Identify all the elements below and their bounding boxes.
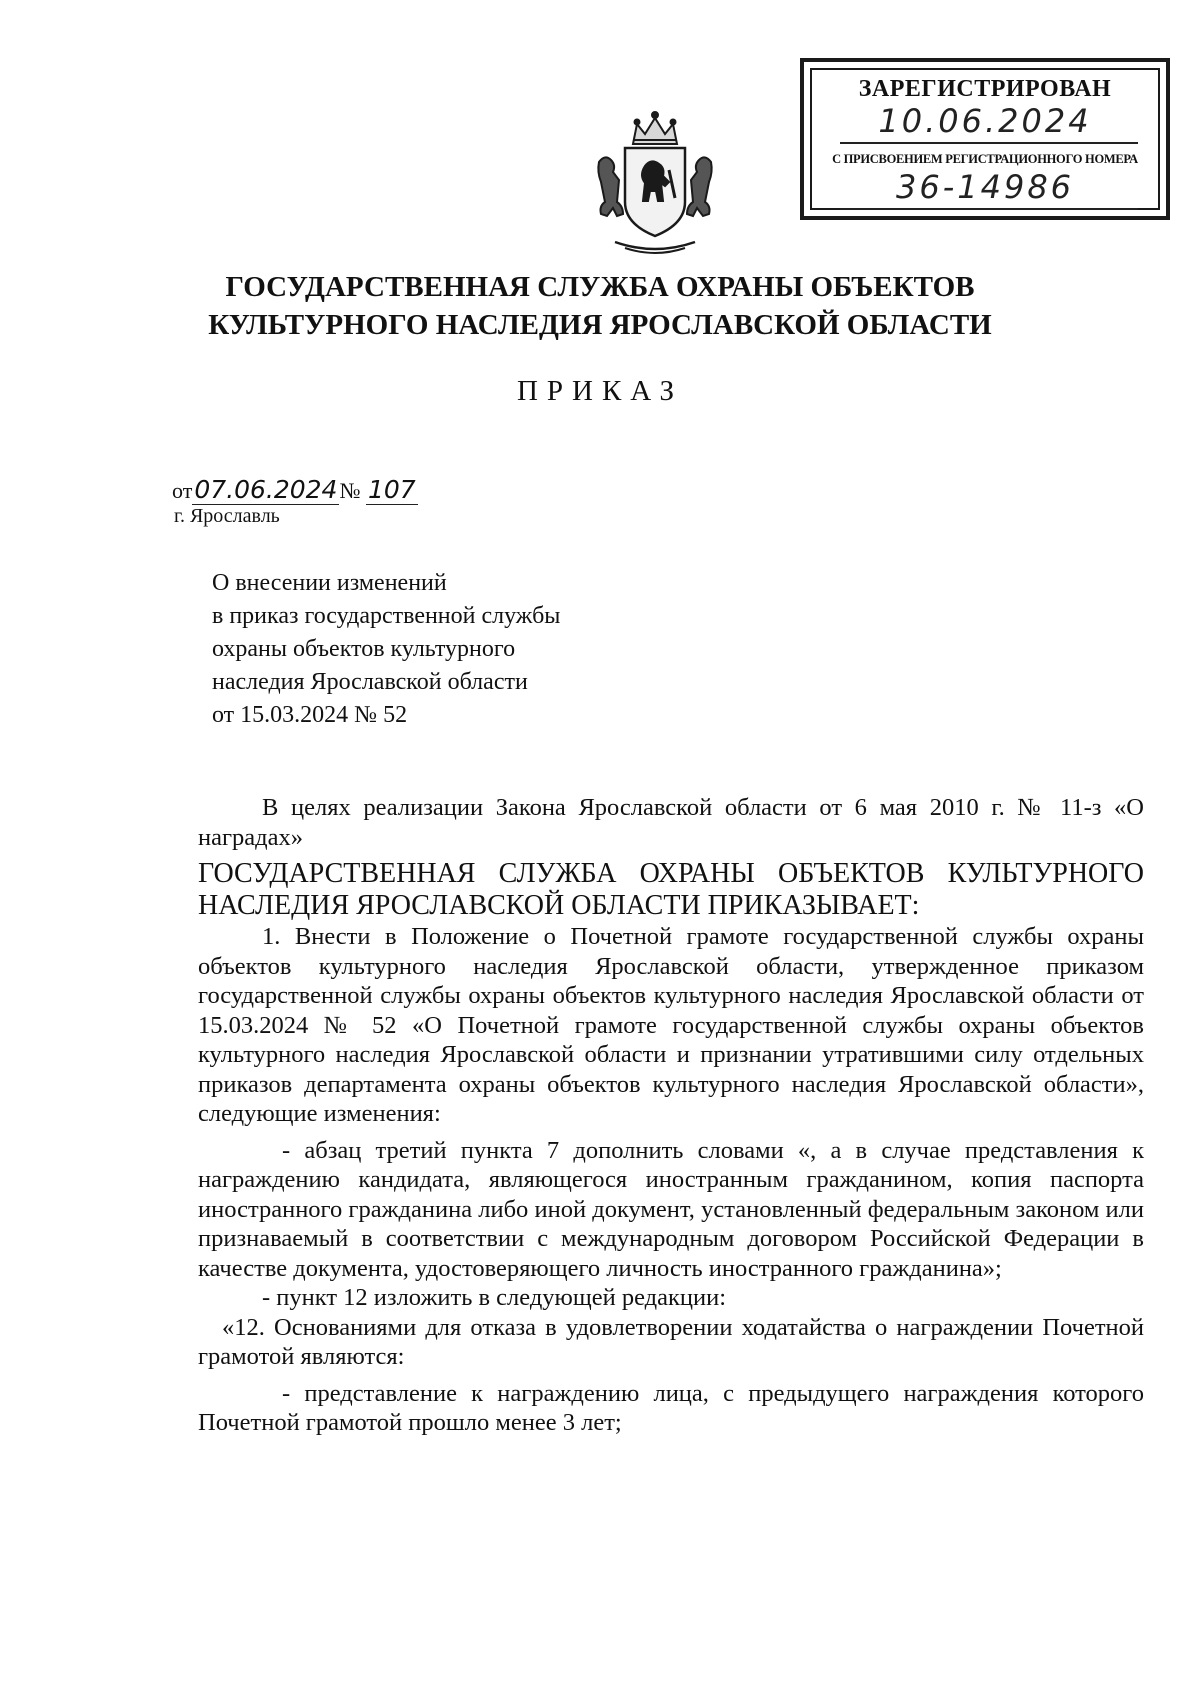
number-label: № — [339, 478, 361, 503]
stamp-caption: С ПРИСВОЕНИЕМ РЕГИСТРАЦИОННОГО НОМЕРА — [832, 152, 1138, 166]
registration-stamp — [800, 58, 1170, 220]
document-type: ПРИКАЗ — [516, 375, 684, 407]
order-body — [198, 793, 1144, 1438]
stamp-title: ЗАРЕГИСТРИРОВАН — [858, 76, 1112, 102]
subject-line: О внесении изменений — [212, 570, 447, 596]
subject-line: от 15.03.2024 № 52 — [212, 702, 408, 728]
stamp-registration-date: 10.06.2024 — [878, 102, 1092, 140]
orders-heading: ГОСУДАРСТВЕННАЯ СЛУЖБА ОХРАНЫ ОБЪЕКТОВ КУЛЬТУРНОГО НАСЛЕДИЯ ЯРОСЛАВСКОЙ ОБЛАСТИ ПРИКАЗЫВАЕТ: — [198, 858, 1144, 921]
order-subject — [212, 567, 560, 732]
city: г. Ярославль — [174, 505, 280, 527]
stamp-underline — [840, 142, 1138, 144]
change-2-paragraph: - пункт 12 изложить в следующей редакции: — [262, 1284, 727, 1311]
organization-name-line: ГОСУДАРСТВЕННАЯ СЛУЖБА ОХРАНЫ ОБЪЕКТОВ — [225, 271, 975, 303]
stamp-inner-frame — [810, 68, 1160, 210]
yaroslavl-coat-of-arms-icon — [575, 100, 735, 260]
subject-line: наследия Ярославской области — [212, 669, 528, 695]
subject-line: в приказ государственной службы — [212, 603, 561, 629]
preamble-paragraph: В целях реализации Закона Ярославской области от 6 мая 2010 г. № 11-з «О наградах» — [198, 794, 1144, 851]
point-12-paragraph: «12. Основаниями для отказа в удовлетворении ходатайства о награждении Почетной грамотой являются: — [198, 1313, 1144, 1370]
ground-1-paragraph: - представление к награждению лица, с предыдущего награждения которого Почетной грамотой прошло менее 3 лет; — [198, 1379, 1144, 1436]
from-label: от — [172, 478, 193, 503]
order-number: 107 — [367, 475, 416, 504]
order-date-number — [172, 475, 418, 504]
order-date: 07.06.2024 — [194, 475, 338, 504]
stamp-registration-number: 36-14986 — [895, 168, 1075, 206]
item-1-paragraph: 1. Внести в Положение о Почетной грамоте государственной службы охраны объектов культурного наследия Ярославской области, утвержденное приказом государственной службы охраны объектов культурного наследия Ярославской области от 15.03.2024 № 52 «О Почетной грамоте государственной службы охраны объектов культурного наследия Ярославской области и признании утратившими силу отдельных приказов департамента охраны объектов культурного наследия Ярославской области», следующие изменения: — [198, 923, 1144, 1127]
stamp-underline — [840, 208, 1138, 210]
organization-name — [150, 268, 1050, 344]
subject-line: охраны объектов культурного — [212, 636, 516, 662]
change-1-paragraph: - абзац третий пункта 7 дополнить словами «, а в случае представления к награждению кандидата, являющегося иностранным гражданином, копия паспорта иностранного гражданина либо иной документ, установленный федеральным законом или признаваемый в соответствии с международным договором Российской Федерации в качестве документа, удостоверяющего личность иностранного гражданина»; — [198, 1136, 1144, 1282]
organization-name-line: КУЛЬТУРНОГО НАСЛЕДИЯ ЯРОСЛАВСКОЙ ОБЛАСТИ — [208, 309, 992, 341]
